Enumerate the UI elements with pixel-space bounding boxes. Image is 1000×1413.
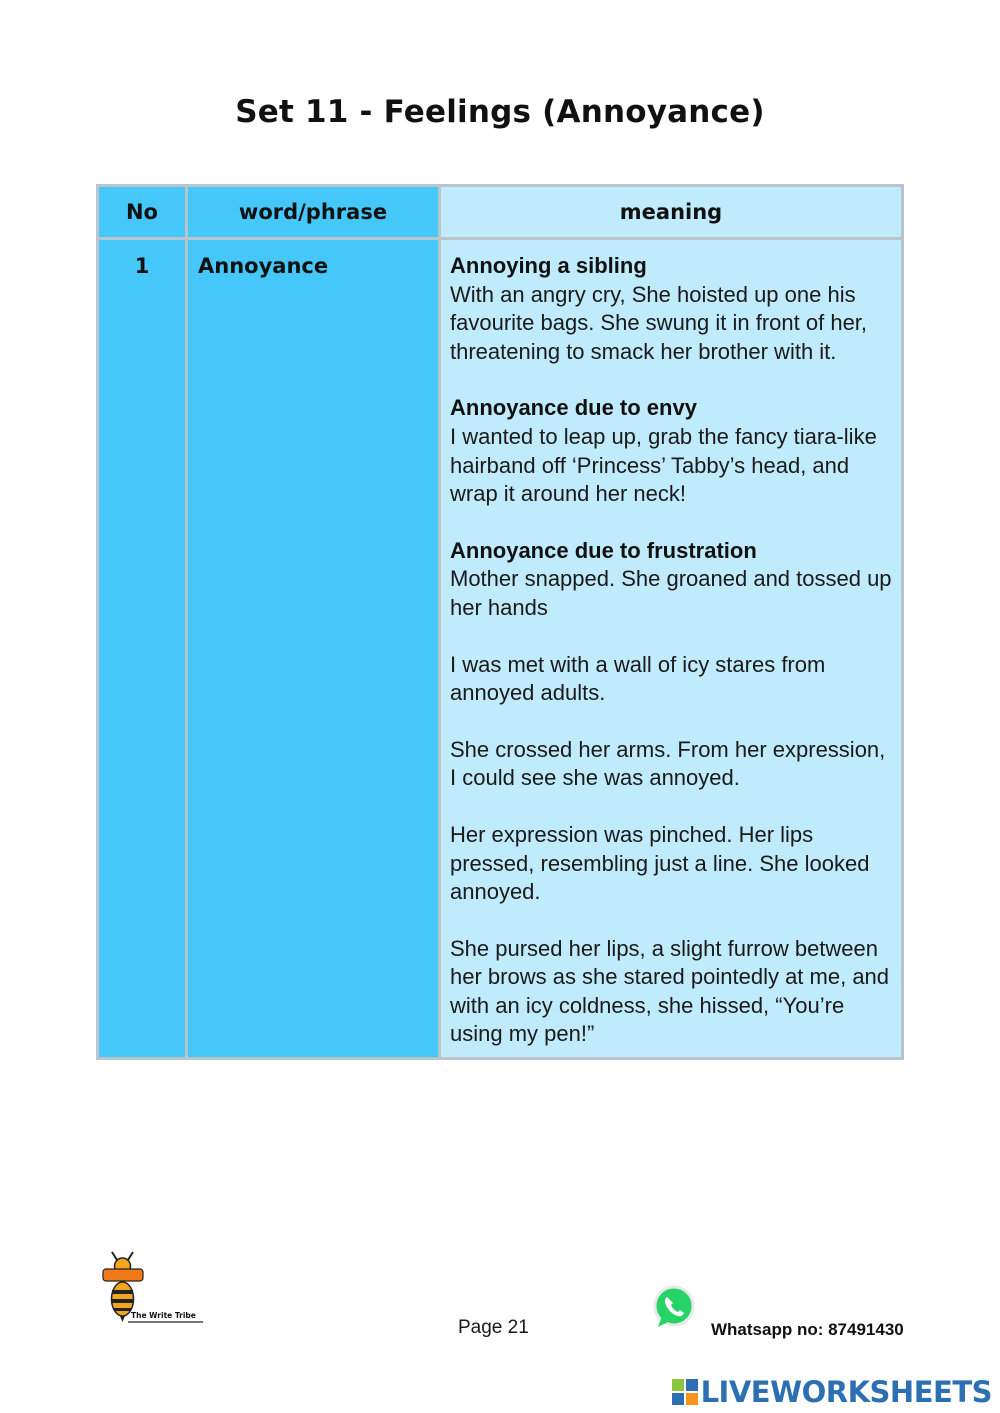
meaning-heading: Annoyance due to frustration	[450, 537, 757, 563]
whatsapp-icon	[650, 1283, 698, 1331]
page-title: Set 11 - Feelings (Annoyance)	[235, 94, 765, 130]
bee-stripe	[112, 1290, 133, 1294]
table-header-row	[98, 186, 903, 239]
write-tribe-logo	[100, 1250, 206, 1328]
meaning-text: Her expression was pinched. Her lips pressed, resembling just a line. She looked annoyed.	[450, 821, 870, 905]
meaning-heading: Annoyance due to envy	[450, 395, 697, 421]
liveworksheets-brand	[672, 1374, 992, 1410]
header-meaning: meaning	[440, 186, 903, 239]
bee-antenna-right	[128, 1252, 133, 1260]
meaning-text: With an angry cry, She hoisted up one his favourite bags. She swung it in front of her, threatening to smack her brother with it.	[450, 281, 868, 364]
meaning-paragraph	[450, 736, 893, 793]
liveworksheets-wordmark: LIVEWORKSHEETS	[700, 1375, 992, 1409]
bee-goggles	[103, 1269, 143, 1281]
row-number: 1	[98, 239, 187, 1059]
bee-stripe	[112, 1299, 133, 1303]
meaning-text: She crossed her arms. From her expression, I could see she was annoyed.	[450, 736, 886, 791]
meaning-paragraph	[450, 394, 893, 508]
meaning-paragraph	[450, 651, 893, 708]
meaning-paragraph	[450, 252, 893, 366]
whatsapp-number: Whatsapp no: 87491430	[711, 1320, 904, 1339]
bee-stinger	[120, 1316, 125, 1322]
header-word: word/phrase	[187, 186, 440, 239]
meaning-paragraph	[450, 935, 893, 1049]
meaning-text: She pursed her lips, a slight furrow between her brows as she stared pointedly at me, and with an icy coldness, she hissed, “You’re using my pen!”	[450, 935, 890, 1047]
meaning-text: I was met with a wall of icy stares from annoyed adults.	[450, 651, 826, 706]
table-row	[98, 239, 903, 1059]
meaning-paragraph	[450, 821, 893, 907]
header-no: No	[98, 186, 187, 239]
bee-stripe	[114, 1308, 131, 1311]
page-number: Page 21	[458, 1317, 529, 1338]
meaning-text: Mother snapped. She groaned and tossed up her hands	[450, 566, 892, 620]
liveworksheets-logo-icon	[672, 1379, 698, 1405]
logo-text: The Write Tribe	[131, 1311, 196, 1320]
row-meaning	[440, 239, 903, 1059]
meaning-text: I wanted to leap up, grab the fancy tiara-like hairband off ‘Princess’ Tabby’s head, and wrap it around her neck!	[450, 423, 877, 507]
vocab-table	[96, 184, 904, 1060]
meaning-heading: Annoying a sibling	[450, 253, 647, 278]
row-word: Annoyance	[187, 239, 440, 1059]
bee-antenna-left	[112, 1252, 117, 1260]
meaning-paragraph	[450, 537, 893, 623]
